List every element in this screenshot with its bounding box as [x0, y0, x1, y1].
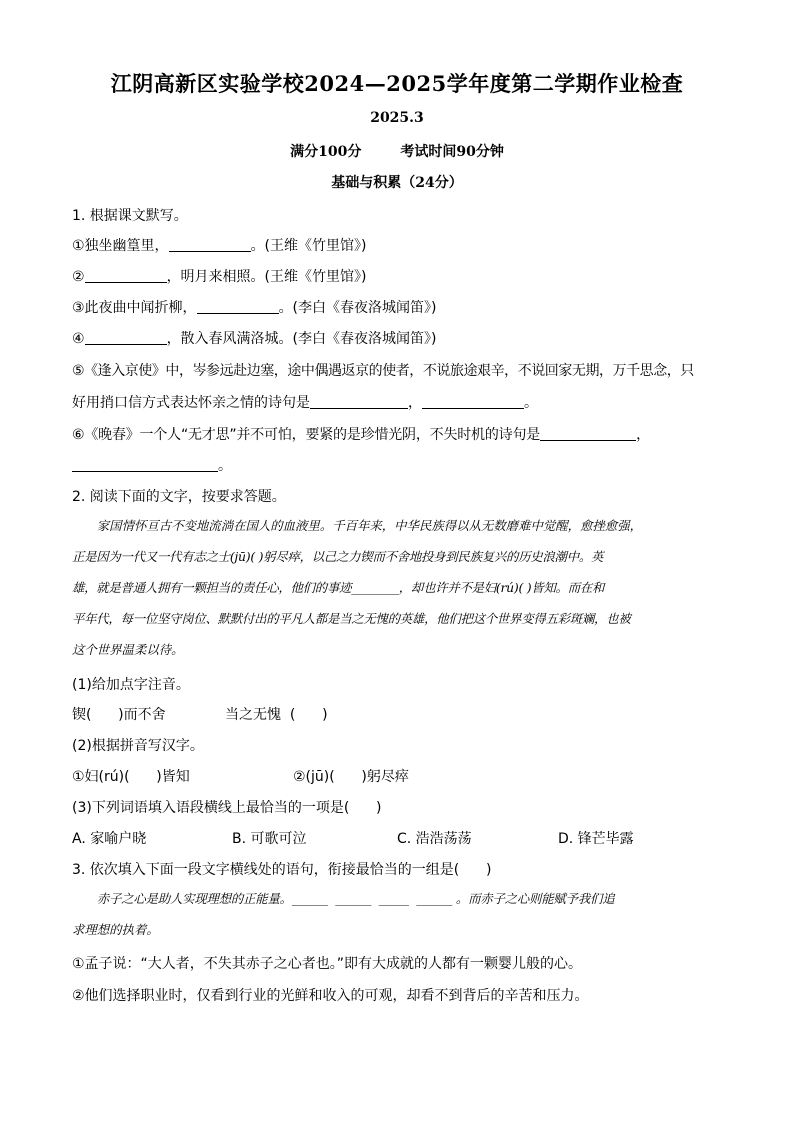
q1-item-6-end: 。: [218, 458, 232, 474]
q1-item-6-sep: ，: [636, 427, 650, 443]
q1-item-4: [72, 328, 437, 348]
q3-item-2: ②他们选择职业时，仅看到行业的光鲜和收入的可观，却看不到背后的辛苦和压力。: [72, 988, 589, 1004]
exam-date: 2025.3: [370, 110, 424, 126]
q1-item-1-post: 。(王维《竹里馆》): [250, 238, 367, 254]
q1-item-4-post: ，散入春风满洛城。(李白《春夜洛城闻笛》): [166, 331, 437, 347]
q2-sub1-b: 当之无愧 ( ): [225, 707, 328, 723]
q1-item-5-line2: [72, 392, 538, 412]
q2-sub2: (2)根据拼音写汉字。: [72, 738, 204, 754]
q2-passage-line: 正是因为一代又一代有志之士(jū)( )躬尽瘁，以己之力锲而不舍地投身到民族复兴的历史浪潮中。英: [72, 549, 604, 564]
q2-passage-line: 雄，就是普通人拥有一颗担当的责任心，他们的事迹________，却也许并不是妇(rú)( )皆知。而在和: [72, 580, 605, 595]
q2-sub1-a: 锲( )而不舍: [72, 707, 166, 723]
q1-item-2: [72, 266, 367, 286]
q1-item-5-pre: 好用捎口信方式表达怀亲之情的诗句是: [72, 395, 310, 411]
answer-blank[interactable]: [540, 426, 636, 441]
q1-stem: 1. 根据课文默写。: [72, 208, 188, 224]
q2-passage-line: 家国情怀亘古不变地流淌在国人的血液里。千百年来，中华民族得以从无数磨难中觉醒，愈挫愈强，: [96, 518, 642, 533]
q3-item-1: ①孟子说：“大人者，不失其赤子之心者也。”即有大成就的人都有一颗婴儿般的心。: [72, 956, 583, 972]
answer-blank[interactable]: [85, 330, 167, 345]
q1-item-6-pre: ⑥《晚春》一个人“无才思”并不可怕，要紧的是珍惜光阴，不失时机的诗句是: [72, 427, 541, 443]
q2-sub2-b: ②(jū)( )躬尽瘁: [293, 769, 409, 785]
q3-passage-line: 求理想的执着。: [72, 922, 159, 937]
q1-item-6-line2: [72, 455, 232, 475]
score-time: 满分100分 考试时间90分钟: [290, 144, 504, 160]
q2-sub3: (3)下列词语填入语段横线上最恰当的一项是( ): [72, 800, 382, 816]
q1-item-3-post: 。(李白《春夜洛城闻笛》): [278, 300, 437, 316]
q1-item-1: [72, 235, 367, 255]
answer-blank[interactable]: [169, 237, 251, 252]
option-a[interactable]: A. 家喻户晓: [72, 831, 147, 847]
q2-sub2-a: ①妇(rú)( )皆知: [72, 769, 190, 785]
answer-blank[interactable]: [422, 394, 524, 409]
q1-item-2-pre: ②: [72, 269, 85, 285]
q2-passage-line: 平年代，每一位坚守岗位、默默付出的平凡人都是当之无愧的英雄，他们把这个世界变得五彩斑斓，也被: [72, 611, 631, 626]
q1-item-2-post: ，明月来相照。(王维《竹里馆》): [166, 269, 367, 285]
option-d[interactable]: D. 锋芒毕露: [558, 831, 634, 847]
q3-stem: 3. 依次填入下面一段文字横线处的语句，衔接最恰当的一组是( ): [72, 862, 492, 878]
q1-item-6-line1: [72, 424, 650, 444]
q2-stem: 2. 阅读下面的文字，按要求答题。: [72, 489, 286, 505]
exam-title: 江阴高新区实验学校2024—2025学年度第二学期作业检查: [110, 71, 684, 96]
q2-passage: [72, 510, 724, 665]
q1-item-5-end: 。: [524, 395, 538, 411]
q1-item-5-sep: ，: [408, 395, 422, 411]
q1-item-3-pre: ③此夜曲中闻折柳，: [72, 300, 197, 316]
option-b[interactable]: B. 可歌可泣: [232, 831, 307, 847]
q1-item-5-line1: ⑤《逢入京使》中，岑参远赴边塞，途中偶遇返京的使者，不说旅途艰辛，不说回家无期，万千思念，只: [72, 363, 694, 379]
q3-passage-line: 赤子之心是助人实现理想的正能量。______ ______ _____ ______ 。而赤子之心则能赋予我们追: [96, 891, 615, 906]
q2-sub1: (1)给加点字注音。: [72, 677, 190, 693]
q1-item-4-pre: ④: [72, 331, 85, 347]
q1-item-3: [72, 297, 437, 317]
q3-passage: [72, 883, 724, 945]
answer-blank[interactable]: [72, 457, 218, 472]
answer-blank[interactable]: [85, 268, 167, 283]
section-heading: 基础与积累（24分）: [331, 175, 463, 191]
option-c[interactable]: C. 浩浩荡荡: [397, 831, 472, 847]
q2-passage-line: 这个世界温柔以待。: [72, 642, 184, 657]
q1-item-1-pre: ①独坐幽篁里，: [72, 238, 169, 254]
answer-blank[interactable]: [310, 394, 408, 409]
answer-blank[interactable]: [197, 299, 279, 314]
